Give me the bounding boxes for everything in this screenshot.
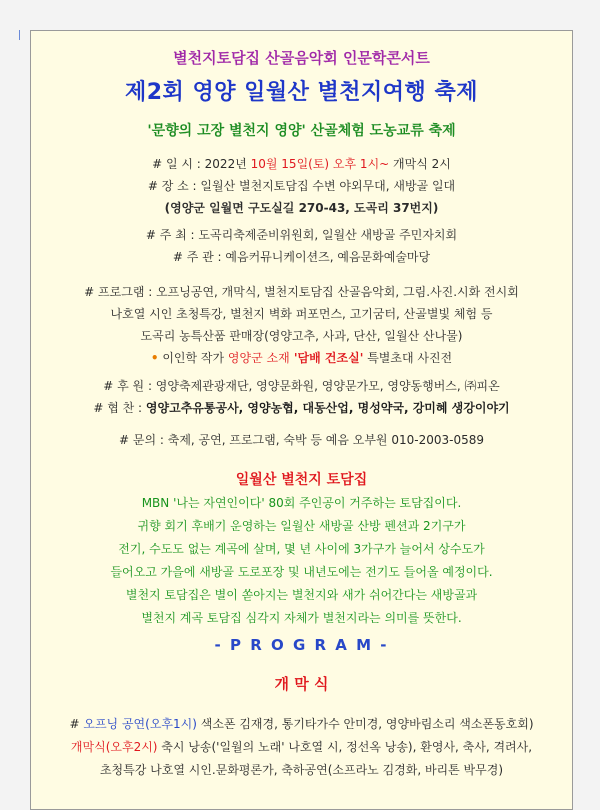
date-highlight: 10월 15일(토) 오후 1시~ xyxy=(250,157,390,171)
poster-title: 제2회 영양 일월산 별천지여행 축제 xyxy=(125,80,478,105)
tojip-line: 별천지 계곡 토담집 심각지 자체가 별천지라는 의미를 뜻한다. xyxy=(141,611,462,625)
info-host: # 주 최 : 도곡리축제준비위원회, 일월산 새방골 주민자치회 xyxy=(145,228,458,242)
date-label: # 일 시 : 2022년 xyxy=(152,157,251,171)
info-place: # 장 소 : 일월산 별천지토담집 수변 야외무대, 새방골 일대 xyxy=(147,179,456,193)
poster-subtitle: 별천지토담집 산골음악회 인문학콘서트 xyxy=(173,49,430,67)
detail-label-ceremony: 개막식(오후2시) xyxy=(70,740,158,754)
date-tail: 개막식 2시 xyxy=(389,157,451,171)
festival-poster xyxy=(30,30,573,810)
exhibit-quote: '담배 건조실' xyxy=(289,351,364,365)
tojip-line: 전기, 수도도 없는 계곡에 살며, 몇 년 사이에 3가구가 늘어서 상수도가 xyxy=(118,542,485,556)
info-address: (영양군 일월면 구도실길 270-43, 도곡리 37번지) xyxy=(164,201,439,215)
cooperation-list: 영양고추유통공사, 영양농협, 대동산업, 명성약국, 강미혜 생강이야기 xyxy=(145,401,510,415)
opening-title: 개 막 식 xyxy=(274,675,329,693)
detail-ceremony xyxy=(31,738,572,755)
poster-tagline xyxy=(31,120,572,140)
program-line-3: 도곡리 농특산품 판매장(영양고추, 사과, 단산, 일월산 산나물) xyxy=(140,329,463,343)
tagline-rest: 산골체험 도농교류 축제 xyxy=(305,123,456,139)
exhibit-pre: 이인학 작가 xyxy=(158,351,228,365)
detail-text-ceremony: 축시 낭송('일월의 노래' 나호열 시, 정선옥 낭송), 환영사, 축사, 격려사, xyxy=(157,740,533,754)
program-line-1: # 프로그램 : 오프닝공연, 개막식, 별천지토담집 산골음악회, 그림.사진.시화 전시회 xyxy=(84,285,519,299)
text-cursor xyxy=(19,30,20,40)
detail-text-opening: 색소폰 김재경, 통기타가수 안미경, 영양바림소리 색소폰동호회) xyxy=(196,717,534,731)
exhibit-place: 영양군 소재 xyxy=(227,351,290,365)
contact-info: # 문의 : 축제, 공연, 프로그램, 숙박 등 예음 오부원 010-2003-0589 xyxy=(119,433,484,447)
sponsor-cooperation xyxy=(31,399,572,416)
sponsor-support: # 후 원 : 영양축제관광재단, 영양문화원, 영양문가모, 영양동행버스, ㈜피온 xyxy=(103,379,500,393)
exhibit-post: 특별초대 사진전 xyxy=(363,351,453,365)
detail-opening-performance xyxy=(31,715,572,732)
exhibit-bullet-icon: • xyxy=(150,351,159,365)
tojip-line: MBN '나는 자연인이다' 80회 주인공이 거주하는 토담집이다. xyxy=(141,496,462,510)
detail-hash: # xyxy=(69,717,84,731)
info-organizer: # 주 관 : 예음커뮤니케이션즈, 예음문화예술마당 xyxy=(172,250,431,264)
program-header: - P R O G R A M - xyxy=(214,636,389,654)
detail-lecture: 초청특강 나호열 시인.문화평론가, 축하공연(소프라노 김경화, 바리톤 박무경) xyxy=(99,763,504,777)
tojip-line: 들어오고 가을에 새방골 도로포장 및 내년도에는 전기도 들어올 예정이다. xyxy=(110,565,493,579)
cooperation-label: # 협 찬 : xyxy=(93,401,146,415)
info-date xyxy=(31,155,572,172)
tojip-title: 일월산 별천지 토담집 xyxy=(235,472,368,488)
program-line-2: 나호열 시인 초청특강, 별천지 벽화 퍼포먼스, 고기굼터, 산골별빛 체험 등 xyxy=(110,307,493,321)
detail-label-opening: 오프닝 공연(오후1시) xyxy=(83,717,197,731)
photo-exhibit xyxy=(31,349,572,366)
tojip-line: 귀향 회기 후배기 운영하는 일월산 새방골 산방 펜션과 2기구가 xyxy=(137,519,466,533)
tagline-quote: '문향의 고장 별천지 영양' xyxy=(147,123,306,139)
tojip-line: 별천지 토담집은 별이 쏟아지는 별천지와 새가 쉬어간다는 새방골과 xyxy=(125,588,478,602)
